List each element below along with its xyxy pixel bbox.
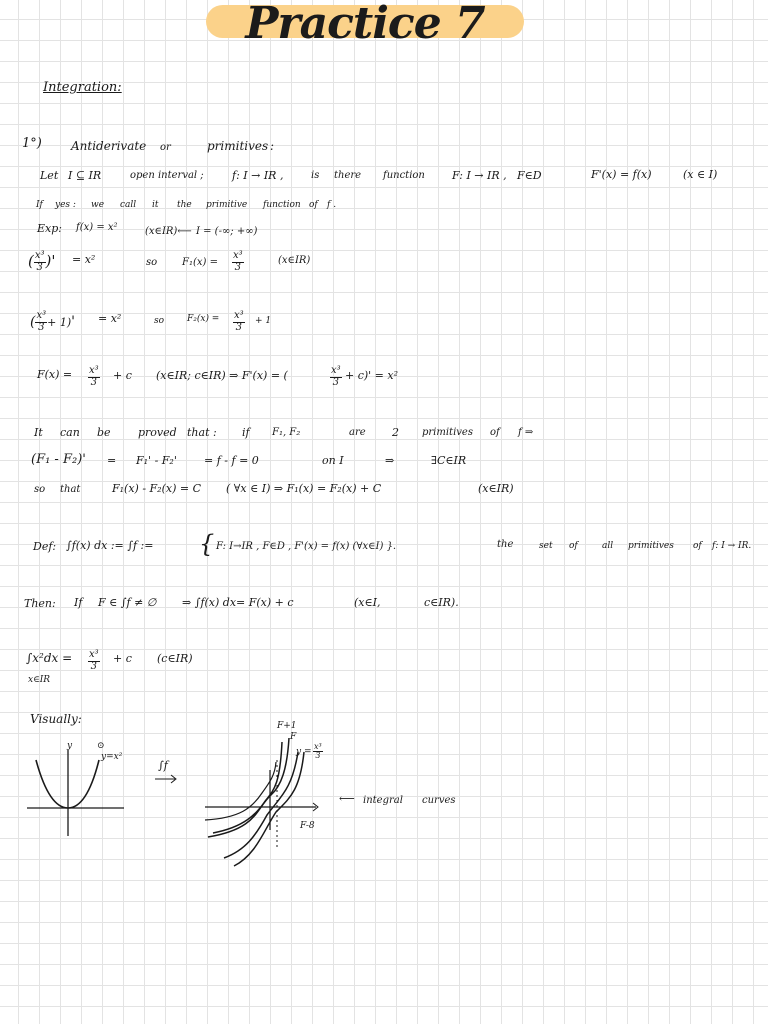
def-let: Let bbox=[40, 169, 59, 182]
section-header: Integration: bbox=[43, 80, 122, 95]
eq2-expr: ( $\frac{\text{x³}}{3}$ + 1)' bbox=[30, 310, 75, 333]
def-FeD: F∈D bbox=[517, 169, 542, 182]
def2-of-2: of bbox=[693, 541, 702, 551]
proof2-exists: ∃C∈IR bbox=[431, 454, 467, 467]
proof3-so: so bbox=[34, 484, 46, 495]
ifyes-a: If bbox=[36, 200, 43, 210]
then-c: c∈IR). bbox=[424, 596, 459, 609]
proof2-eq: = bbox=[107, 454, 117, 467]
def2-the: the bbox=[497, 539, 514, 550]
eq1-so: so bbox=[146, 257, 158, 268]
visually-label: Visually: bbox=[30, 712, 82, 726]
page-title: Practice 7 bbox=[245, 0, 485, 49]
proof2-lhs: (F₁ - F₂)' bbox=[31, 452, 86, 467]
eq3-lhs: F(x) = bbox=[37, 368, 73, 381]
graph1-axis-label: y bbox=[67, 741, 73, 751]
section-number: 1°) bbox=[22, 136, 42, 151]
graph2-label: y = bbox=[296, 747, 312, 757]
eq2-F2: F₂(x) = bbox=[187, 314, 220, 324]
proof1-h: are bbox=[349, 427, 366, 438]
integral-curves-arrow: ⟵ bbox=[339, 792, 355, 805]
def2-all: all bbox=[602, 541, 614, 551]
def2-brace: { bbox=[199, 530, 215, 558]
ifyes-c: we bbox=[91, 200, 105, 210]
proof1-b: can bbox=[60, 426, 80, 439]
ifyes-f: the bbox=[177, 200, 192, 210]
proof1-g: F₁, F₂ bbox=[272, 427, 301, 438]
ifyes-d: call bbox=[120, 200, 137, 210]
ifyes-j: f . bbox=[327, 200, 337, 210]
def-is: is bbox=[311, 170, 320, 181]
example-sub: x∈IR bbox=[28, 675, 51, 685]
def-func: f: I → IR , bbox=[232, 169, 284, 182]
def-cond: F'(x) = f(x) bbox=[591, 168, 652, 181]
section-colon: : bbox=[270, 139, 275, 153]
proof3-dom: (x∈IR) bbox=[478, 482, 514, 495]
proof1-a: It bbox=[34, 426, 43, 439]
then-impl: ⇒ ∫f(x) dx= F(x) + c bbox=[182, 596, 294, 609]
proof1-k: of bbox=[490, 427, 500, 438]
proof1-l: f ⇒ bbox=[518, 427, 534, 438]
graph1-label: y=x² bbox=[101, 752, 123, 762]
proof3-that: that bbox=[60, 484, 81, 495]
proof1-e: that : bbox=[187, 426, 217, 439]
then-cond: F ∈ ∫f ≠ ∅ bbox=[98, 596, 157, 609]
section-heading-2: primitives bbox=[207, 139, 269, 153]
proof1-f: if bbox=[242, 426, 250, 439]
graph1-circle: ⊙ bbox=[97, 741, 105, 751]
eq1-frac2: $\frac{\text{x³}}{3}$ bbox=[233, 250, 243, 273]
def2-set: F: I→IR , F∈D , F'(x) = f(x) (∀x∈I) }. bbox=[216, 541, 397, 552]
example-lhs: ∫x²dx = bbox=[26, 651, 73, 665]
eq2-rhs: = x² bbox=[98, 312, 122, 325]
proof1-j: primitives bbox=[422, 427, 473, 438]
exp-I: I = (-∞; +∞) bbox=[196, 226, 258, 237]
graph2-bottom: F-8 bbox=[300, 821, 315, 831]
def-F: F: I → IR , bbox=[452, 169, 507, 182]
proof1-d: proved bbox=[138, 426, 177, 439]
proof2-eq2: = f - f = 0 bbox=[204, 454, 259, 467]
def2-set-word: set bbox=[539, 541, 553, 551]
example-frac: $\frac{\text{x³}}{3}$ bbox=[89, 649, 99, 672]
then-dom: (x∈I, bbox=[354, 596, 381, 609]
integral-curves-a: integral bbox=[363, 795, 403, 806]
def2-expr: ∫f(x) dx := ∫f := bbox=[66, 539, 154, 552]
def2-label: Def: bbox=[33, 540, 57, 553]
eq3-dom: (x∈IR; c∈IR) ⇒ F'(x) = ( bbox=[156, 369, 288, 382]
example-dom: (c∈IR) bbox=[157, 652, 193, 665]
integral-curves-b: curves bbox=[422, 795, 456, 806]
proof2-rhs: F₁' - F₂' bbox=[136, 454, 177, 467]
ifyes-g: primitive bbox=[206, 200, 248, 210]
ifyes-i: of bbox=[309, 200, 318, 210]
ifyes-b: yes : bbox=[55, 200, 76, 210]
eq1-rhs: = x² bbox=[72, 253, 96, 266]
eq3-frac: $\frac{\text{x³}}{3}$ bbox=[89, 365, 99, 388]
proof2-on: on I bbox=[322, 454, 344, 467]
def-dom: (x ∈ I) bbox=[683, 168, 718, 181]
section-or: or bbox=[160, 142, 171, 153]
eq1-F1: F₁(x) = bbox=[182, 257, 218, 268]
then-if: If bbox=[74, 596, 83, 609]
eq2-tail: + 1 bbox=[255, 316, 272, 326]
def-open: open interval ; bbox=[130, 170, 204, 181]
eq1-dom: (x∈IR) bbox=[278, 255, 311, 266]
proof3-expr: F₁(x) - F₂(x) = C bbox=[112, 482, 201, 495]
eq3-tail: + c)' = x² bbox=[345, 369, 399, 382]
exp-domain: (x∈IR)⟵ bbox=[145, 226, 192, 237]
graph2-top1: F+1 bbox=[277, 721, 297, 731]
def2-fin: f: I → IR. bbox=[712, 541, 752, 551]
def-set: I ⊆ IR bbox=[68, 169, 102, 182]
section-heading: Antiderivate bbox=[71, 139, 147, 153]
integral-arrow-label: ∫f bbox=[158, 759, 168, 772]
graph2-frac: $\frac{\text{x³}}{3}$ bbox=[314, 742, 322, 761]
proof3-forall: ( ∀x ∈ I) ⇒ F₁(x) = F₂(x) + C bbox=[226, 482, 382, 495]
proof1-i: 2 bbox=[392, 426, 399, 439]
exp-fx: f(x) = x² bbox=[76, 222, 118, 233]
graph2-top2: F bbox=[290, 732, 297, 742]
def2-primitives: primitives bbox=[628, 541, 674, 551]
ifyes-e: it bbox=[152, 200, 159, 210]
def2-of: of bbox=[569, 541, 578, 551]
exp-label: Exp: bbox=[37, 222, 62, 235]
def-there: there bbox=[334, 170, 362, 181]
eq2-so: so bbox=[154, 316, 165, 326]
eq3-plusc: + c bbox=[113, 369, 132, 382]
proof2-impl: ⇒ bbox=[385, 454, 395, 467]
then-label: Then: bbox=[24, 597, 56, 610]
example-plusc: + c bbox=[113, 652, 132, 665]
ifyes-h: function bbox=[263, 200, 301, 210]
proof1-c: be bbox=[97, 426, 111, 439]
eq2-frac2: $\frac{\text{x³}}{3}$ bbox=[234, 310, 244, 333]
def-function: function bbox=[383, 170, 425, 181]
eq1-open: ( $\frac{\text{x³}}{3}$ )' bbox=[28, 250, 56, 273]
eq3-frac2: $\frac{\text{x³}}{3}$ bbox=[331, 365, 341, 388]
